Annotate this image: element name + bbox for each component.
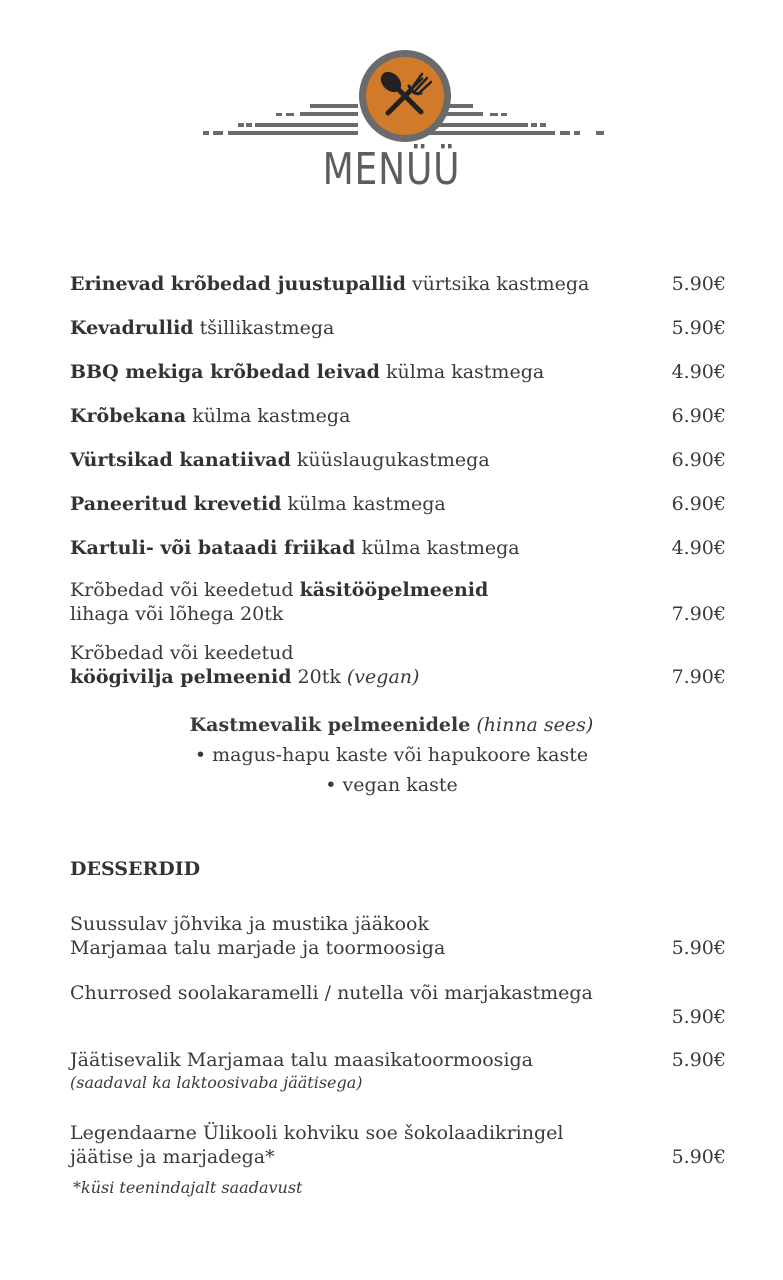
dessert-name: Jäätisevalik Marjamaa talu maasikatoormoosiga [70, 1049, 534, 1071]
item-name: Kevadrullid [70, 317, 194, 339]
menu-header [0, 0, 783, 210]
sauce-option: • magus-hapu kaste või hapukoore kaste [194, 744, 589, 766]
item-price: 7.90€ [671, 666, 726, 688]
item-price: 5.90€ [671, 317, 726, 339]
item-description: külma kastmega [379, 361, 545, 383]
menu-item-dumplings [70, 560, 726, 626]
menu-item [70, 516, 726, 560]
logo-title: MENÜÜ [322, 144, 461, 195]
sauce-options [0, 710, 783, 800]
item-description: Krõbedad või keedetud [70, 642, 294, 664]
sauce-price-note: (hinna sees) [470, 714, 594, 736]
dessert-price: 5.90€ [671, 937, 726, 959]
dessert-item [70, 1121, 726, 1199]
item-price: 6.90€ [671, 493, 726, 515]
menu-list [70, 258, 726, 689]
sauce-option: • vegan kaste [325, 774, 458, 796]
dessert-price: 5.90€ [671, 1146, 726, 1168]
item-name: Erinevad krõbedad juustupallid [70, 273, 406, 295]
item-description: külma kastmega [186, 405, 351, 427]
item-price: 7.90€ [671, 603, 726, 625]
dessert-price: 5.90€ [671, 1006, 726, 1028]
item-description: küüslaugukastmega [290, 449, 490, 471]
item-name: Kartuli- või bataadi friikad [70, 537, 356, 559]
dessert-price: 5.90€ [671, 1049, 726, 1071]
item-description: vürtsika kastmega [405, 273, 590, 295]
item-description: Krõbedad või keedetud [70, 579, 300, 601]
item-name: Paneeritud krevetid [70, 493, 282, 515]
dessert-item [70, 981, 726, 1029]
sauce-title: Kastmevalik pelmeenidele [189, 714, 471, 736]
item-description: tšillikastmega [193, 317, 335, 339]
menu-item [70, 296, 726, 340]
vegan-note: (vegan) [346, 666, 420, 688]
menu-item [70, 428, 726, 472]
item-description: lihaga või lõhega 20tk [70, 603, 284, 625]
desserts-heading: DESSERDID [70, 858, 201, 880]
item-description: külma kastmega [355, 537, 520, 559]
item-price: 6.90€ [671, 405, 726, 427]
menu-item [70, 472, 726, 516]
menu-item [70, 384, 726, 428]
menu-item [70, 340, 726, 384]
item-name: BBQ mekiga krõbedad leivad [70, 361, 380, 383]
item-name: Krõbekana [70, 405, 187, 427]
dessert-item [70, 912, 726, 960]
item-price: 4.90€ [671, 361, 726, 383]
item-description: 20tk [291, 666, 347, 688]
menu-item-vegan-dumplings [70, 626, 726, 689]
dessert-description: jäätise ja marjadega* [70, 1146, 275, 1168]
footnote: *küsi teenindajalt saadavust [73, 1178, 303, 1197]
item-name: köögivilja pelmeenid [70, 666, 292, 688]
item-description: külma kastmega [281, 493, 446, 515]
item-name: käsitööpelmeenid [299, 579, 489, 601]
dessert-item [70, 1048, 726, 1094]
dessert-note: (saadaval ka laktoosivaba jäätisega) [70, 1073, 363, 1092]
dessert-name: Churrosed soolakaramelli / nutella või marjakastmega [70, 982, 593, 1004]
item-price: 5.90€ [671, 273, 726, 295]
menu-item [70, 262, 726, 296]
item-price: 6.90€ [671, 449, 726, 471]
dessert-name: Suussulav jõhvika ja mustika jääkook [70, 913, 429, 935]
decorative-lines-right [425, 104, 604, 135]
dessert-description: Marjamaa talu marjade ja toormoosiga [70, 937, 446, 959]
dessert-name: Legendaarne Ülikooli kohviku soe šokolaadikringel [70, 1122, 564, 1144]
item-price: 4.90€ [671, 537, 726, 559]
decorative-lines-left [203, 104, 358, 135]
item-name: Vürtsikad kanatiivad [70, 449, 291, 471]
